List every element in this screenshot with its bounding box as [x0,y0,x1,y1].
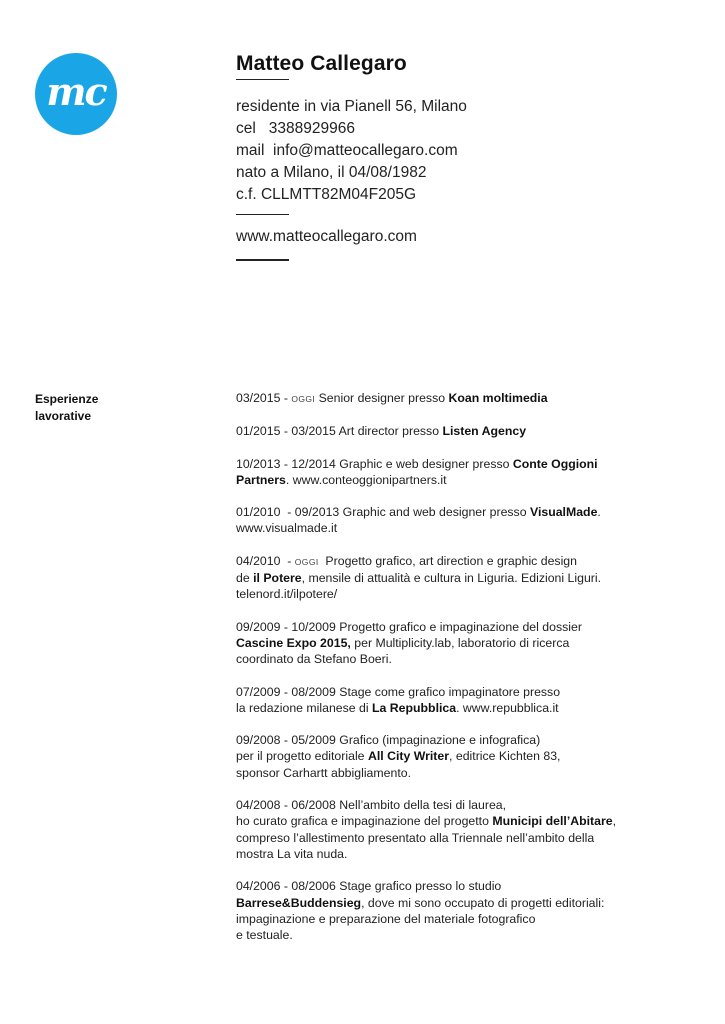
entry-company: Cascine Expo 2015, [236,635,351,650]
entry-link: . www.repubblica.it [456,700,559,715]
entry-company: VisualMade [529,505,598,520]
entry-dates: 03/2015 - [236,391,292,405]
experience-entry [236,797,676,862]
entry-dates: 01/2010 - 09/2013 [236,505,340,520]
entry-text: Grafico (impaginazione e infografica) [335,733,541,748]
entry-text: Graphic and web designer presso [339,505,530,520]
entry-text: coordinato da Stefano Boeri. [236,652,392,667]
experience-entry [236,553,676,603]
divider [236,79,289,80]
contact-block [236,96,467,206]
experience-entry [236,390,676,407]
entry-dates: 04/2010 - [236,553,295,568]
fiscal-code: c.f. CLLMTT82M04F205G [236,186,417,203]
entry-text: . [597,505,601,520]
entry-dates: 09/2009 - 10/2009 [236,619,336,634]
entry-text: compreso l’allestimento presentato alla Triennale nell’ambito della [236,830,595,845]
section-label-line: lavorative [35,409,92,423]
phone: cel 3388929966 [236,120,355,137]
entry-text: e testuale. [236,928,293,943]
entry-text: la redazione milanese di [236,700,373,715]
experience-entry [236,504,676,537]
entry-text: , editrice Kichten 83, [449,749,561,764]
entry-dates: 01/2015 - 03/2015 [236,424,336,439]
experience-entry [236,456,676,489]
experience-entry [236,619,676,668]
experience-entry [236,684,676,717]
entry-dates: 09/2008 - 05/2009 [236,733,336,748]
entry-company: La Repubblica [372,700,457,715]
entry-company: Barrese&Buddensieg [236,895,362,910]
entry-text: Progetto grafico, art direction e graphic design [318,553,577,568]
entry-company: Listen Agency [442,424,527,439]
entry-company: Koan moltimedia [448,391,548,405]
divider [236,259,289,261]
entry-text: , [612,814,617,829]
divider [236,214,289,215]
entry-text: Progetto grafico e impaginazione del dossier [335,619,582,634]
entry-ongoing: OGGI [291,394,316,404]
person-name: Matteo Callegaro [236,52,407,75]
entry-text: , dove mi sono occupato di progetti editoriali: [361,895,605,910]
entry-text: per il progetto editoriale [236,749,368,764]
entry-company: il Potere [253,571,302,586]
section-label-experience [35,391,145,425]
entry-company: Conte Oggioni [512,456,598,471]
email: mail info@matteocallegaro.com [236,142,458,159]
entry-text: de [236,571,254,586]
entry-dates: 04/2006 - 08/2006 [236,879,336,894]
website-link[interactable]: www.matteocallegaro.com [236,228,417,245]
entry-dates: 04/2008 - 06/2008 [236,798,336,813]
entry-text: sponsor Carhartt abbigliamento. [236,765,411,780]
entry-text: per Multiplicity.lab, laboratorio di ricerca [350,635,570,650]
experience-entry [236,423,676,439]
entry-company: All City Writer [367,749,450,764]
entry-link: telenord.it/ilpotere/ [236,587,338,602]
entry-dates: 07/2009 - 08/2009 [236,684,336,699]
experience-entry [236,878,676,943]
entry-text: mostra La vita nuda. [236,846,348,861]
experience-list [236,390,676,959]
logo [35,53,117,135]
birth-info: nato a Milano, il 04/08/1982 [236,164,427,181]
entry-company: Partners [236,472,286,487]
entry-company: Municipi dell’Abitare [492,814,613,829]
section-label-line: Esperienze [35,392,99,406]
entry-text: Stage grafico presso lo studio [335,879,502,894]
entry-text: Graphic e web designer presso [335,456,513,471]
entry-text: , mensile di attualità e cultura in Liguria. Edizioni Liguri. [301,571,602,586]
entry-text: Nell’ambito della tesi di laurea, [335,798,507,813]
entry-link: . www.conteoggionipartners.it [285,472,447,487]
experience-entry [236,732,676,781]
entry-text: impaginazione e preparazione del materiale fotografico [236,911,536,926]
entry-text: ho curato grafica e impaginazione del progetto [236,814,493,829]
entry-text: Stage come grafico impaginatore presso [335,684,561,699]
entry-dates: 10/2013 - 12/2014 [236,456,336,471]
entry-text: Senior designer presso [315,391,449,405]
logo-text: mc [46,69,106,114]
address: residente in via Pianell 56, Milano [236,98,467,115]
entry-link: www.visualmade.it [236,521,338,536]
entry-ongoing: OGGI [294,556,319,567]
entry-text: Art director presso [335,424,443,439]
